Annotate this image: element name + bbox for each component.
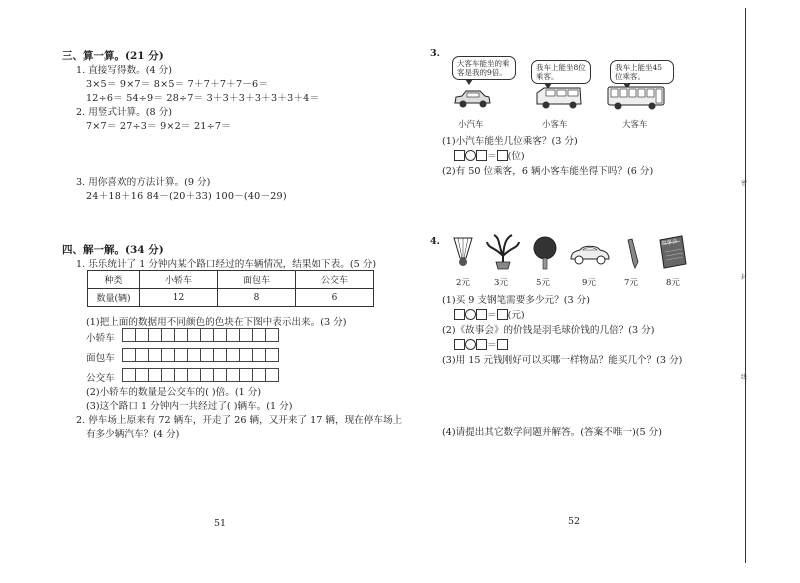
- q2-row: 7×7＝ 27÷3＝ 9×2＝ 21÷7＝: [86, 121, 231, 132]
- minibus-icon: [534, 86, 584, 110]
- q1-row-1: 3×5＝ 9×7＝ 8×5＝ 7＋7＋7＋7－6＝: [86, 79, 269, 90]
- table-cell: 6: [296, 289, 374, 307]
- vehicle-label-minibus: 小客车: [542, 120, 568, 130]
- price-book: 8元: [666, 278, 680, 288]
- q3-number: 3.: [430, 48, 441, 59]
- q3-equation-1[interactable]: ＝ (位): [454, 148, 525, 162]
- problem-1-sub-1: (1)把上面的数据用不同颜色的色块在下图中表示出来。(3 分): [86, 317, 347, 328]
- problem-2-line-2: 有多少辆汽车？(4 分): [86, 429, 180, 440]
- price-pen: 7元: [624, 278, 638, 288]
- q4-sub-4: (4)请提出其它数学问题并解答。(答案不唯一)(5 分): [442, 427, 662, 438]
- problem-1-sub-3: (3)这个路口 1 分钟内一共经过了( )辆车。(1 分): [86, 401, 293, 412]
- q3-row: 24＋18＋16 84－(20＋33) 100－(40－29): [86, 191, 287, 202]
- table-row: [88, 289, 374, 307]
- ping-pong-paddle-icon: [532, 236, 558, 270]
- binding-label: 封: [741, 274, 748, 281]
- binding-line: [745, 8, 746, 563]
- page-number: 52: [568, 516, 581, 527]
- q2-title: 2. 用竖式计算。(8 分): [76, 107, 172, 118]
- price-toy-car: 9元: [582, 278, 596, 288]
- table-cell: 8: [218, 289, 296, 307]
- bar-label-bus: 公交车: [86, 373, 115, 384]
- table-row-label: 数量(辆): [88, 289, 140, 307]
- q4-equation-1[interactable]: ＝ (元): [454, 307, 525, 321]
- bar-grid-bus[interactable]: [122, 368, 278, 382]
- page-number: 51: [214, 518, 227, 529]
- vehicle-label-car: 小汽车: [458, 120, 484, 130]
- q4-sub-1: (1)买 9 支钢笔需要多少元？(3 分): [442, 295, 590, 306]
- vehicle-label-bus: 大客车: [622, 120, 648, 130]
- problem-1-sub-2: (2)小轿车的数量是公交车的( )倍。(1 分): [86, 387, 262, 398]
- table-cell: 12: [140, 289, 218, 307]
- price-plant: 3元: [494, 278, 508, 288]
- binding-label: 线: [741, 374, 748, 381]
- bar-grid-car[interactable]: [122, 328, 278, 342]
- price-shuttlecock: 2元: [456, 278, 470, 288]
- binding-label: 密: [741, 180, 748, 187]
- bar-grid-van[interactable]: [122, 348, 278, 362]
- q4-sub-3: (3)用 15 元钱刚好可以买哪一样物品？能买几个？(3 分): [442, 355, 683, 366]
- table-header-cell: 面包车: [218, 271, 296, 289]
- speech-bubble-car: 大客车能坐的乘客是我的9倍。: [452, 56, 516, 80]
- q3-sub-1: (1)小汽车能坐几位乘客？(3 分): [442, 136, 578, 147]
- vehicle-count-table: [87, 270, 374, 307]
- car-icon: [452, 88, 492, 110]
- q4-sub-2: (2)《故事会》的价钱是羽毛球价钱的几倍？(3 分): [442, 325, 655, 336]
- storybook-title: 故事会: [660, 238, 679, 248]
- q1-row-2: 12÷6＝ 54÷9＝ 28÷7＝ 3＋3＋3＋3＋3＋3＋4＝: [86, 93, 320, 104]
- speech-bubble-bus: 我车上能坐45位乘客。: [610, 60, 674, 84]
- bar-label-van: 面包车: [86, 353, 115, 364]
- fountain-pen-icon: [622, 238, 642, 270]
- section-4-title: 四、解一解。(34 分): [62, 244, 164, 256]
- potted-plant-icon: [486, 234, 520, 270]
- q3-sub-2: (2)有 50 位乘客，6 辆小客车能坐得下吗？(6 分): [442, 166, 654, 177]
- table-header-cell: 小轿车: [140, 271, 218, 289]
- q3-equation-unit: (位): [507, 151, 525, 162]
- right-page: [400, 0, 748, 583]
- price-paddle: 5元: [536, 278, 550, 288]
- bus-icon: [606, 85, 666, 111]
- table-header-cell: 公交车: [296, 271, 374, 289]
- speech-bubble-minibus: 我车上能坐8位乘客。: [531, 60, 591, 84]
- section-3-title: 三、算一算。(21 分): [62, 50, 164, 62]
- q4-number: 4.: [430, 236, 441, 247]
- q4-equation-2[interactable]: ＝: [454, 337, 508, 351]
- shuttlecock-icon: [450, 236, 476, 268]
- q4-equation-1-unit: (元): [507, 310, 525, 321]
- toy-car-icon: [568, 242, 612, 266]
- bar-label-car: 小轿车: [86, 333, 115, 344]
- q3-title: 3. 用你喜欢的方法计算。(9 分): [76, 177, 211, 188]
- table-header-row: [88, 271, 374, 289]
- table-header-cell: 种类: [88, 271, 140, 289]
- problem-1-title: 1. 乐乐统计了 1 分钟内某个路口经过的车辆情况，结果如下表。(5 分): [76, 259, 377, 270]
- q1-title: 1. 直接写得数。(4 分): [76, 65, 172, 76]
- problem-2-line-1: 2. 停车场上原来有 72 辆车，开走了 26 辆，又开来了 17 辆，现在停车场上: [76, 415, 403, 426]
